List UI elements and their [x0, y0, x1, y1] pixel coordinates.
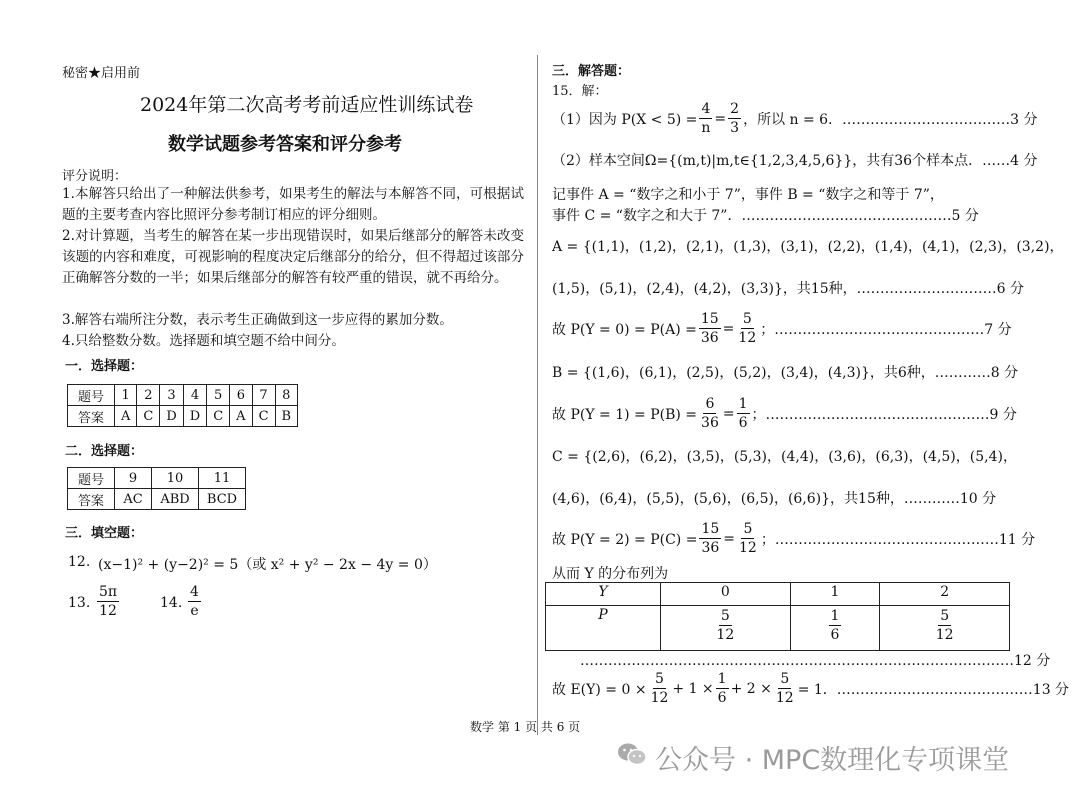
frac-denominator: 12: [738, 330, 757, 346]
set-a-line-1: A = {(1,1)，(1,2)，(2,1)，(1,3)，(3,1)，(2,2)，(1,4)，(4,1)，(2,3)，(3,2)，: [552, 239, 1064, 255]
p-label: P: [546, 606, 661, 651]
frac-denominator: 6: [717, 690, 727, 706]
ey-term: + 2 ×: [730, 680, 772, 697]
frac-denominator: n: [701, 120, 711, 136]
part1-text: （1）因为 P(X < 5) =: [552, 111, 698, 128]
frac-numerator: 1: [717, 671, 727, 687]
page-footer: 数学 第 1 页 共 6 页: [470, 720, 581, 734]
q14-numerator: 4: [190, 584, 199, 600]
frac-numerator: 5: [742, 311, 752, 327]
q15-part1: [552, 100, 1037, 137]
row-label: 题号: [68, 468, 115, 489]
frac-denominator: 12: [650, 690, 669, 706]
frac-denominator: 36: [701, 415, 719, 431]
ey-term: + 1 ×: [672, 680, 714, 697]
answer-cell: B: [275, 406, 298, 427]
column-divider: [537, 55, 538, 735]
score-marker: = 1．……………………………………13 分: [797, 681, 1070, 698]
frac-numerator: 5: [720, 608, 730, 624]
note-1: 1.本解答只给出了一种解法供参考，如果考生的解法与本解答不同，可根据试题的主要考查内容比照评分参考制订相应的评分细则。: [62, 186, 524, 223]
prob-text: 故 P(Y = 2) = P(C) =: [552, 531, 698, 548]
table-row: [68, 468, 246, 489]
section1-heading: 一．选择题：: [65, 359, 144, 374]
frac-numerator: 4: [701, 101, 711, 117]
q14-denominator: e: [190, 603, 199, 619]
answer-cell: D: [183, 406, 206, 427]
events-def-line: 记事件 A = “数字之和小于 7”，事件 B = “数字之和等于 7”，: [552, 187, 944, 203]
exam-subtitle: 数学试题参考答案和评分参考: [168, 134, 402, 155]
frac-denominator: 12: [716, 627, 735, 643]
question-number: 4: [183, 385, 206, 406]
row-label: 答案: [68, 406, 115, 427]
question-number: 3: [160, 385, 183, 406]
question-number: 11: [199, 468, 246, 489]
prob-text: 故 P(Y = 1) = P(B) =: [552, 406, 698, 423]
set-b-line: B = {(1,6)，(6,1)，(2,5)，(5,2)，(3,4)，(4,3)}，共6种，…………8 分: [552, 365, 1019, 381]
exam-title: 2024年第二次高考考前适应性训练试卷: [140, 94, 474, 116]
frac-numerator: 2: [730, 101, 740, 117]
frac-denominator: 3: [730, 120, 740, 136]
row-label: 题号: [68, 385, 115, 406]
note-3: 3.解答右端所注分数，表示考生正确做到这一步应得的累加分数。: [62, 312, 453, 328]
y-value: 1: [790, 583, 880, 606]
secret-label: 秘密★启用前: [62, 66, 141, 81]
answer-cell: A: [230, 406, 252, 427]
expectation-line: [552, 670, 1069, 707]
frac-denominator: 6: [830, 627, 840, 643]
sample-space-line: （2）样本空间Ω={(m,t)|m,t∈{1,2,3,4,5,6}}，共有36个样本点．……4 分: [552, 153, 1038, 169]
y-value: 0: [661, 583, 791, 606]
table-row: [68, 489, 246, 510]
note-2: 2.对计算题，当考生的解答在某一步出现错误时，如果后继部分的解答未改变该题的内容和难度，可视影响的程度决定后继部分的给分，但不得超过该部分正确解答分数的一半；如果后继部分的解答有较严重的错误，就不再给分。: [62, 228, 524, 286]
q13-label: 13.: [68, 595, 91, 611]
question-number: 1: [115, 385, 137, 406]
prob-y2-line: 故 P(Y = 2) = P(C) = $\frac{15}{36}$ = $\frac{5}{12}$ ；…………………………………………11 分: [552, 521, 1036, 556]
answer-cell: C: [137, 406, 160, 427]
answer-cell: AC: [115, 489, 152, 510]
set-c-line-1: C = {(2,6)，(6,2)，(3,5)，(5,3)，(4,4)，(3,6)，(6,3)，(4,5)，(5,4)，: [552, 449, 1017, 465]
answer-cell: C: [252, 406, 275, 427]
question-number: 10: [152, 468, 199, 489]
answer-cell: D: [160, 406, 183, 427]
frac-denominator: 36: [700, 330, 719, 346]
frac-denominator: 36: [701, 540, 720, 556]
table-row: [546, 583, 1010, 606]
frac-denominator: 12: [775, 690, 794, 706]
watermark-text: 公众号 · MPC数理化专项课堂: [655, 745, 1010, 776]
ey-text: 故 E(Y) = 0 ×: [552, 681, 647, 698]
section2-heading: 二．选择题：: [65, 444, 144, 459]
frac-numerator: 1: [738, 396, 748, 412]
row-label: 答案: [68, 489, 115, 510]
question-number: 9: [115, 468, 152, 489]
score-marker: ………………………………3 分: [842, 111, 1038, 128]
frac-numerator: 1: [830, 608, 840, 624]
set-c-line-2: (4,6)，(6,4)，(5,5)，(5,6)，(6,5)，(6,6)}，共15种，…………10 分: [552, 491, 997, 507]
event-c-line: 事件 C = “数字之和大于 7”．………………………………………5 分: [552, 208, 979, 224]
prob-y0-line: 故 P(Y = 0) = P(A) = $\frac{15}{36}$ = $\frac{5}{12}$ ；………………………………………7 分: [552, 311, 1012, 346]
section2-answer-table: [67, 467, 246, 510]
frac-numerator: 5: [940, 608, 950, 624]
distribution-table: [545, 582, 1010, 651]
q12-label: 12.: [68, 554, 91, 570]
q13-numerator: 5π: [99, 584, 118, 600]
q12-answer: (x−1)² + (y−2)² = 5（或 x² + y² − 2x − 4y = 0）: [98, 557, 437, 573]
question-number: 5: [207, 385, 230, 406]
section1-answer-table: [67, 384, 298, 427]
question-number: 6: [230, 385, 252, 406]
answer-cell: C: [207, 406, 230, 427]
frac-denominator: 12: [935, 627, 954, 643]
table-row: [68, 406, 298, 427]
frac-numerator: 6: [705, 396, 715, 412]
question-number: 8: [275, 385, 298, 406]
question-number: 2: [137, 385, 160, 406]
answer-cell: ABD: [152, 489, 199, 510]
section3-heading: 三．填空题：: [65, 526, 144, 541]
frac-numerator: 5: [655, 671, 664, 687]
y-label: Y: [546, 583, 661, 606]
score-marker: ；…………………………………………11 分: [760, 531, 1036, 548]
frac-denominator: 12: [739, 540, 757, 556]
p-value: [661, 606, 791, 651]
score-marker: ；…………………………………………9 分: [751, 406, 1017, 423]
note-4: 4.只给整数分数。选择题和填空题不给中间分。: [62, 333, 345, 349]
frac-numerator: 5: [743, 521, 753, 537]
question-number: 7: [252, 385, 275, 406]
q13-denominator: 12: [99, 603, 117, 619]
q14-fraction: [186, 583, 203, 620]
p-value: [790, 606, 880, 651]
frac-numerator: 15: [701, 521, 720, 537]
answer-cell: BCD: [199, 489, 246, 510]
q15-heading: 15．解：: [552, 84, 608, 99]
distribution-score: …………………………………………………………………………………12 分: [580, 653, 1051, 669]
p-value: [880, 606, 1010, 651]
part1-conclusion: ，所以 n = 6．: [743, 111, 843, 128]
answer-cell: A: [115, 406, 137, 427]
frac-numerator: 15: [700, 311, 719, 327]
frac-denominator: 6: [738, 415, 748, 431]
y-value: 2: [880, 583, 1010, 606]
table-row: [546, 606, 1010, 651]
score-marker: ；………………………………………7 分: [760, 321, 1012, 338]
q14-label: 14.: [160, 595, 183, 611]
wechat-icon: [616, 741, 648, 767]
equals-sign: =: [714, 110, 727, 127]
prob-y1-line: 故 P(Y = 1) = P(B) = $\frac{6}{36}$ = $\frac{1}{6}$ ；…………………………………………9 分: [552, 396, 1017, 431]
notes-heading: 评分说明：: [62, 169, 128, 184]
set-a-line-2: (1,5)，(5,1)，(2,4)，(4,2)，(3,3)}，共15种，…………………………6 分: [552, 281, 1025, 297]
prob-text: 故 P(Y = 0) = P(A) =: [552, 321, 697, 338]
solutions-heading: 三．解答题：: [552, 64, 631, 79]
distribution-heading: 从而 Y 的分布列为: [552, 566, 669, 582]
q13-fraction: [95, 583, 121, 620]
frac-numerator: 5: [780, 671, 790, 687]
table-row: [68, 385, 298, 406]
